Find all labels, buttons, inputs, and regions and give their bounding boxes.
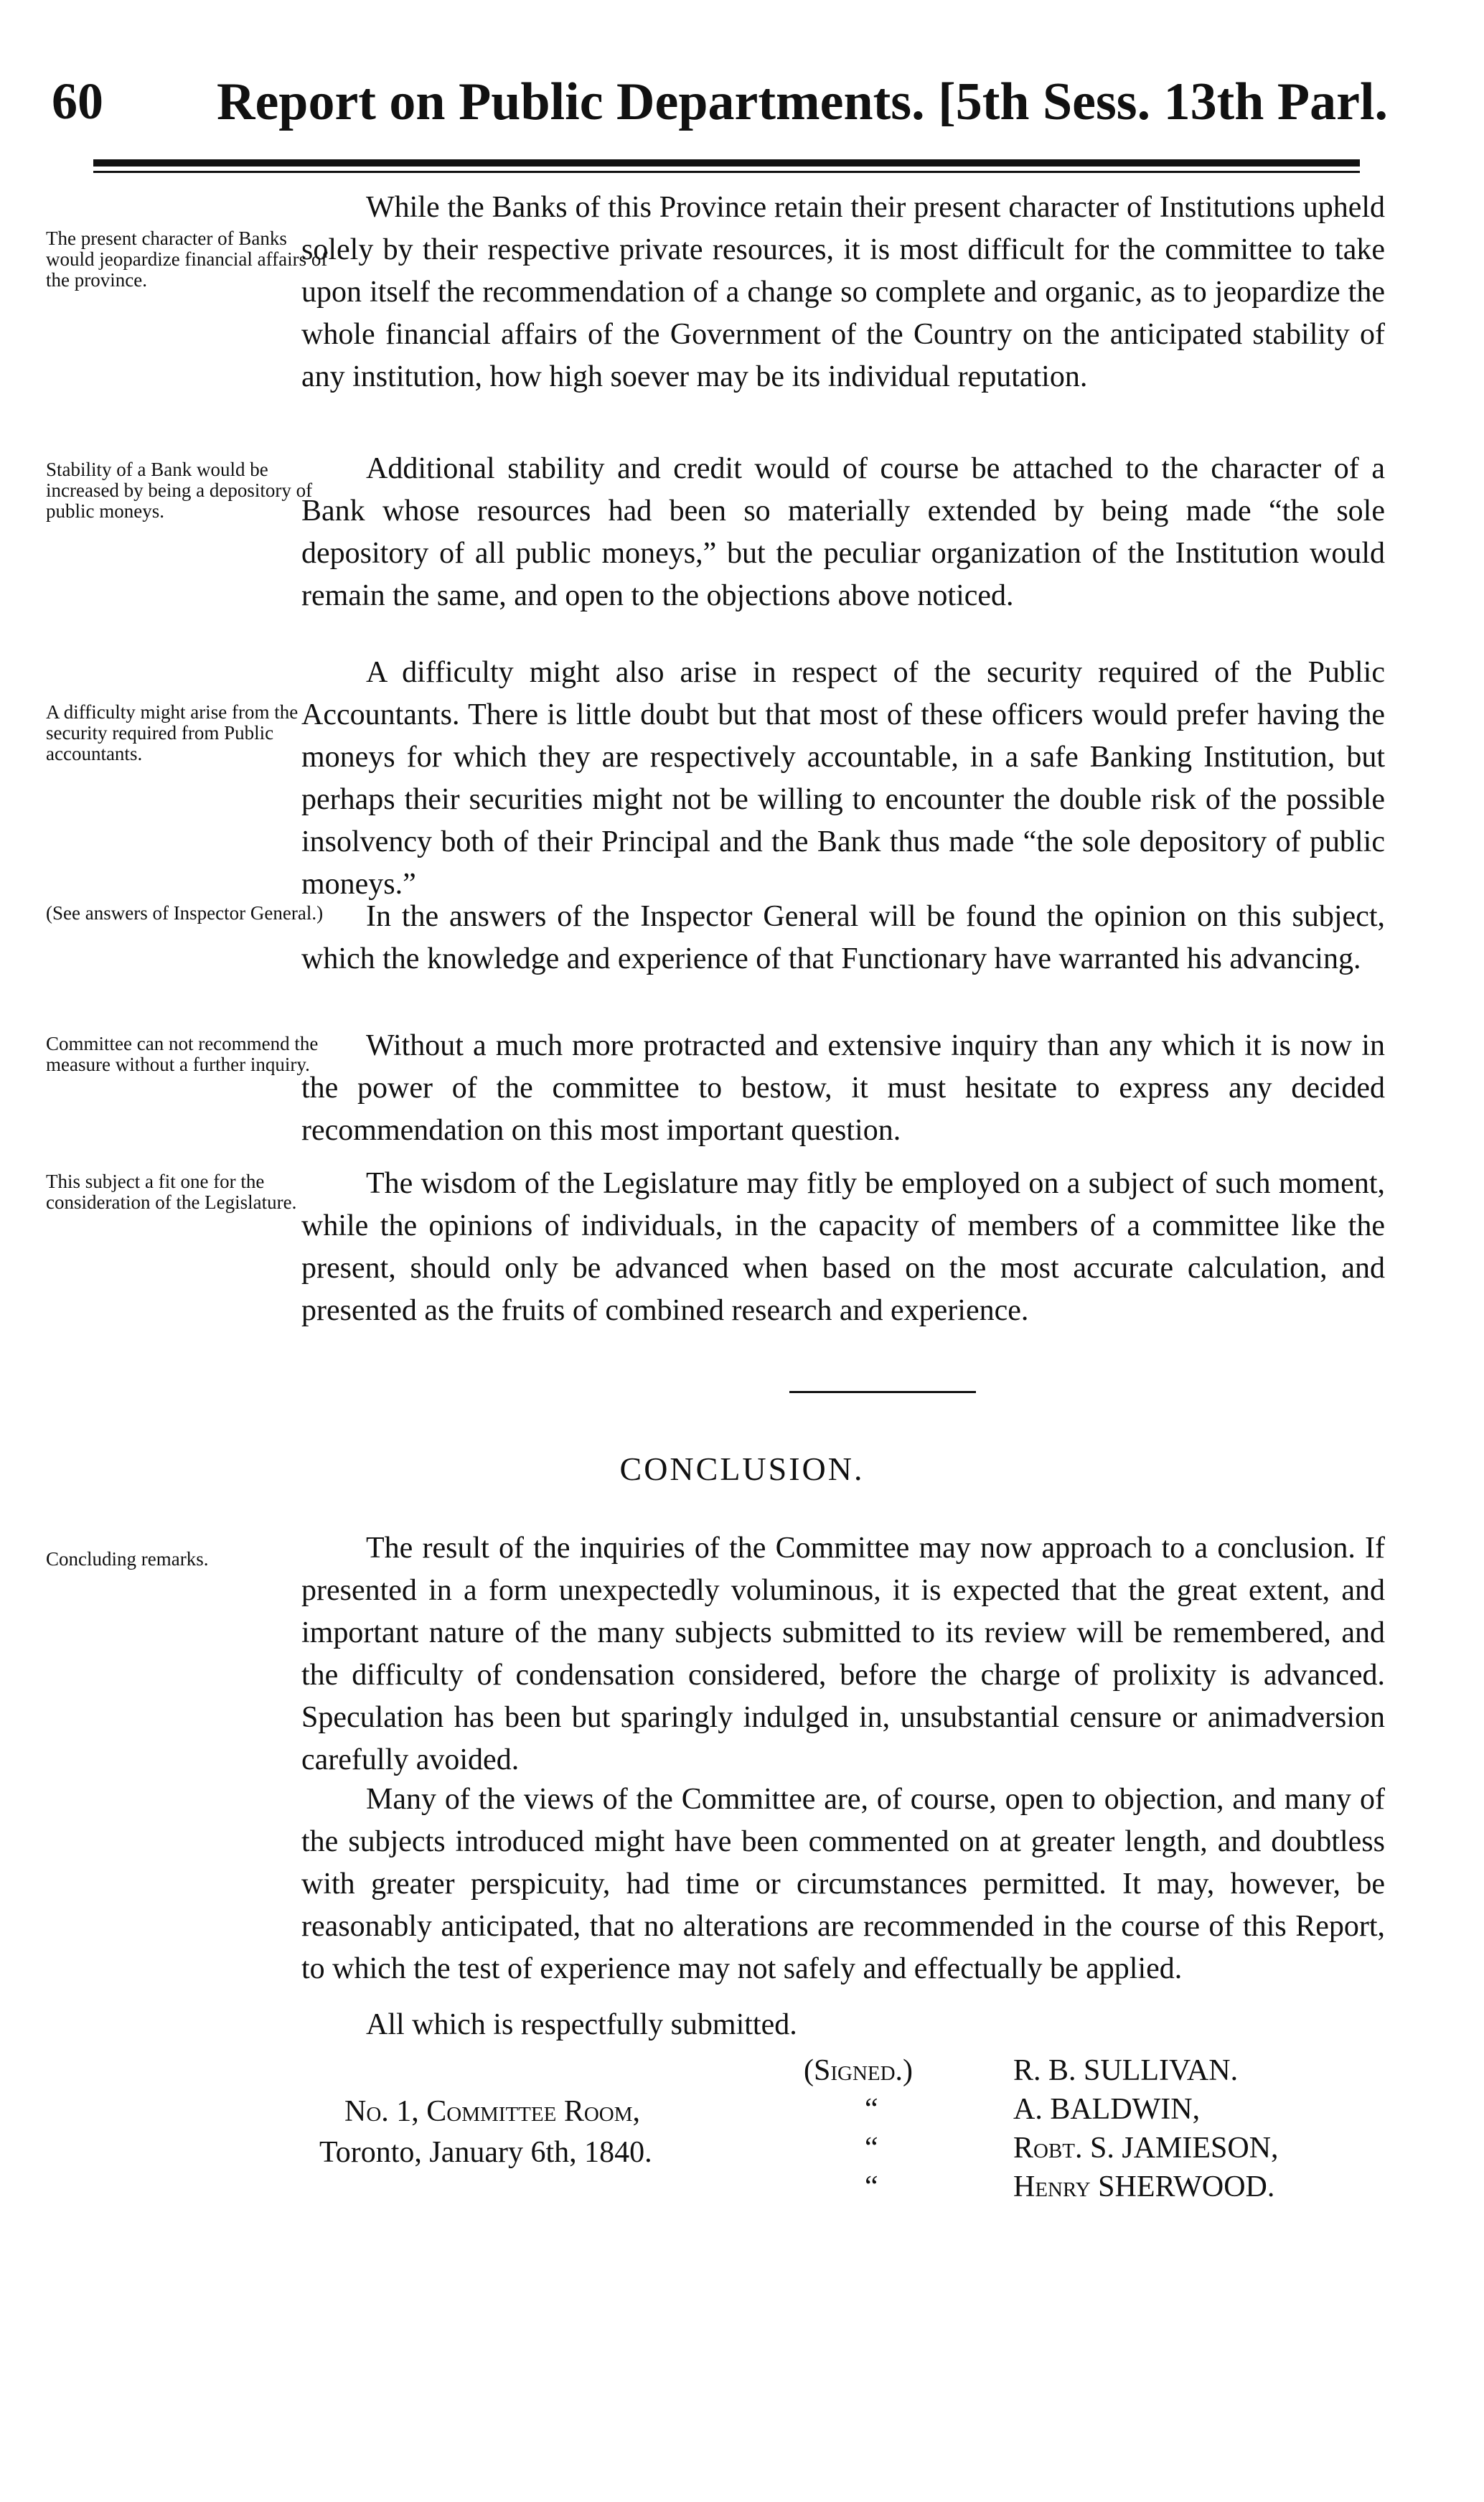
running-title: Report on Public Departments. [5th Sess. 13th Parl. [217,72,1389,131]
paragraph-5: Without a much more protracted and extensive inquiry than any which it is now in the power of the committee to bestow, it must hesitate to express any decided recommendation on this most important question. [301,1029,1385,1147]
header-rule-thin [93,171,1360,173]
signed-label: (Signed.) [804,2054,914,2087]
signature-date: Toronto, January 6th, 1840. [319,2136,652,2169]
paragraph-6: The wisdom of the Legislature may fitly be employed on a subject of such moment, while the opinions of individuals, in the capacity of members of a committee like the present, should only be advanced when based on the most accurate calculation, and presented as the fruits of combined research and experience. [301,1167,1385,1327]
signature-place: No. 1, Committee Room, [344,2095,641,2128]
conclusion-paragraph-2: Many of the views of the Committee are, of course, open to objection, and many of the subjects introduced might have been commented on at greater length, and doubtless with greater perspicuity, had time or circumstances permitted. It may, however, be reasonably anticipated, that no alterations are recommended in the course of this Report, to which the test of experience may not safely and effectually be applied. [301,1783,1385,1985]
paragraph-2: Additional stability and credit would of course be attached to the character of a Bank whose resources had been so materially extended by being made “the sole depository of all public moneys,” but the peculiar organization of the Institution would remain the same, and open to the objections above noticed. [301,452,1385,612]
signatory-4: Henry SHERWOOD. [1013,2170,1275,2203]
margin-note-2: Stability of a Bank would be increased by being a depository of public moneys. [46,459,313,522]
signatory-2: A. BALDWIN, [1013,2093,1201,2126]
margin-note-5: Committee can not recommend the measure without a further inquiry. [46,1033,319,1075]
margin-note-4: (See answers of Inspector General.) [46,902,324,924]
signatory-3: Robt. S. JAMIESON, [1013,2132,1279,2165]
margin-note-6: This subject a fit one for the consideration of the Legislature. [46,1171,297,1213]
margin-note-3: A difficulty might arise from the security required from Public accountants. [46,701,299,764]
submitted-line: All which is respectfully submitted. [366,2008,797,2041]
section-separator [789,1391,976,1393]
page-header [52,72,1394,144]
ditto-mark-3: “ [865,2170,878,2203]
conclusion-paragraph-1: The result of the inquiries of the Committee may now approach to a conclusion. If presented in a form unexpectedly voluminous, it is expected that the great extent, and important nature of the many subjects submitted to its review will be remembered, and the difficulty of condensation considered, before the charge of prolixity is advanced. Speculation has been but sparingly indulged in, unsubstantial censure or animadversion carefully avoided. [301,1532,1385,1776]
header-rule-thick [93,159,1360,167]
conclusion-heading: CONCLUSION. [619,1451,865,1487]
margin-note-conclusion: Concluding remarks. [46,1548,209,1570]
paragraph-1: While the Banks of this Province retain their present character of Institutions upheld solely by their respective private resources, it is most difficult for the committee to take upon itself the recommendation of a change so complete and organic, as to jeopardize the whole financial affairs of the Government of the Country on the anticipated stability of any institution, how high soever may be its individual reputation. [301,191,1385,393]
signatory-1: R. B. SULLIVAN. [1013,2054,1239,2087]
page-number: 60 [52,72,103,130]
paragraph-3: A difficulty might also arise in respect of the security required of the Public Accountants. There is little doubt but that most of these officers would prefer having the moneys for which they are respectively accountable, in a safe Banking Institution, but perhaps their securities might not be willing to encounter the double risk of the possible insolvency both of their Principal and the Bank thus made “the sole depository of public moneys.” [301,656,1385,901]
margin-note-1: The present character of Banks would jeopardize financial affairs of the province. [46,228,328,291]
ditto-mark-1: “ [865,2093,878,2126]
paragraph-4: In the answers of the Inspector General will be found the opinion on this subject, which the knowledge and experience of that Functionary have warranted his advancing. [301,900,1385,975]
ditto-mark-2: “ [865,2132,878,2165]
